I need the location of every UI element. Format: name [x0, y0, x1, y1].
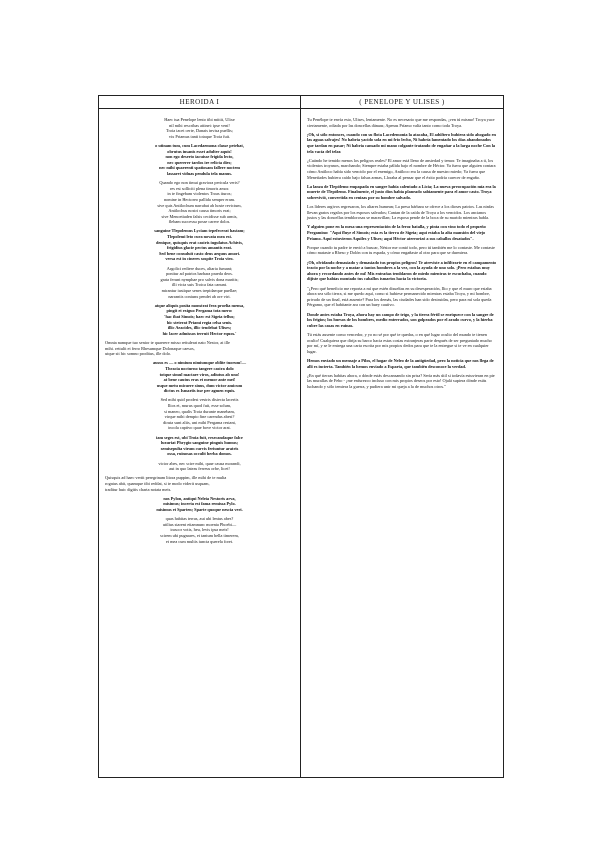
- latin-stanza: [105, 180, 294, 225]
- latin-verse-line: Sed bene consuluit casto deus aequus amori.: [158, 250, 241, 256]
- latin-verse-line: misimus; incerta est fama remissa Pylo.: [163, 501, 236, 507]
- latin-verse-line: diruta sunt aliis, uni mihi Pergama restant,: [163, 419, 236, 425]
- spanish-paragraph: Hemos enviado un mensaje a Pilos, el hogar de Neleo de la antigüedad, pero la noticia que nos llega de allí es incierta. También la hemos enviado a Esparta, que también desconoce la verdad.: [307, 357, 494, 369]
- latin-verse-line: sive quis Antilochum narrabat ab hoste revictum,: [157, 202, 242, 208]
- latin-verse-line: 'hac ibat Simois; haec est Sigeia tellus;: [164, 313, 235, 319]
- latin-verse-line: virque mihi dempto fine carendus abest?: [164, 414, 235, 420]
- latin-verse-line: grata ferunt nymphae pro salvis dona maritis;: [160, 276, 239, 282]
- latin-verse-line: Omnia namque tuo senior te quaerere misso rettulerat nato Nestor, at ille: [105, 339, 230, 345]
- latin-stanza: [105, 360, 294, 394]
- content-row: [99, 109, 504, 778]
- latin-stanza: [105, 266, 294, 300]
- latin-verse-line: utque sit hic somno proditus, ille dolo.: [105, 351, 172, 357]
- bilingual-table: [98, 95, 504, 778]
- latin-verse-line: et mea cum multis iuncta querela foret.: [165, 538, 234, 544]
- latin-stanza: [105, 516, 294, 544]
- latin-verse-line: hic lacer admissos terruit Hector equos.': [162, 330, 237, 336]
- latin-verse-line: Argolici rediere duces, altaria fumant;: [166, 265, 233, 271]
- spanish-paragraph: Donde antes estaba Troya, ahora hay un campo de trigo, y la tierra fértil se enriquece con la sangre de los frigios; los huesos de los hombres, medio enterrados, son golpeados por el arado curvo, y la hierba cubre las casas en ruinas.: [307, 311, 494, 328]
- latin-verse-line: traditur huic digitis charta notata meis.: [105, 486, 172, 492]
- latin-verse-line: pingit et exiguo Pergama tota mero:: [166, 308, 233, 314]
- spanish-paragraph: ¡Oh, olvidando demasiado y demasiado tus propios peligros! Te atreviste a infiltrarte en el campamento tracio por la noche y a matar a tantos hombres a la vez, con la ayuda de uno solo. ¡Pero estabas muy ahora y recordando antes de mí! Mis entrañas temblaron de miedo mientras te escuchaba, cuando dijiste que habías montado tus caballos ismarios hacia la victoria.: [307, 259, 497, 282]
- latin-verse-line: quas habitas terras, aut ubi lentus abes?: [165, 516, 234, 522]
- latin-verse-line: Thracia nocturno tangere castra dolo: [165, 365, 234, 371]
- latin-stanza: [105, 397, 294, 431]
- latin-stanza: [105, 117, 294, 139]
- latin-verse-line: Sed mihi quid prodest vestris disiecta lacertis: [160, 397, 239, 403]
- latin-verse-line: ausus es — o nimium nimiumque oblite tuorum!—: [153, 360, 246, 366]
- latin-verse-line: irascor votis, heu, levis ipsa meis!: [170, 527, 229, 533]
- latin-verse-line: rogatus abit, quamque tibi reddat, si te modo viderit usquam,: [105, 480, 210, 486]
- spanish-column-header: ( PENELOPE Y ULISES ): [301, 96, 504, 109]
- latin-verse-line: luxuriat Phrygio sanguine pinguis humus;: [160, 440, 239, 446]
- spanish-paragraph: Y alguien pone en la mesa una representación de la feroz batalla, y pinta con vino todo el pequeño Pergamino: "Aquí fluye el Simois; esta es la tierra de Sigeia; aquí estaba la alta mansión del viejo Príamo. Aquí estuvieron Aquiles y Ulises; aquí Héctor aterrorizó a sus caballos desatados".: [307, 224, 486, 241]
- latin-verse-line: flebam successu posse carere dolos.: [168, 219, 231, 225]
- spanish-paragraph: Tu Penélope te envía esto, Ulises, lentamente. No es necesario que me respondas, ¡ven tú mismo! Troya yace ciertamente, odiada por las doncellas dánaas; Apenas Príamo valía tanto como toda Troya.: [307, 117, 495, 128]
- latin-verse-line: Antilochus nostri causa timoris erat;: [168, 208, 231, 214]
- latin-verse-line: nos Pylon, antiqui Neleia Nestoris arva,: [163, 495, 236, 501]
- latin-verse-line: utilius starent etiamnunc moenia Phoebi—: [162, 521, 237, 527]
- latin-verse-line: frigidius glacie pectus amantis erat.: [166, 245, 233, 251]
- latin-verse-line: non ego deserto iacuisse frigida lecto,: [165, 154, 234, 160]
- spanish-paragraph: ¿Cuándo he temido menos los peligros reales? El amor está lleno de ansiedad y temor. Te imaginaba a ti, los violentos troyanos, marchando; Siempre estaba pálida bajo el nombre de Héctor. Ya fuera que alguien contara cómo Antíloco había sido vencido por el enemigo, Antíloco era la causa de nuestro miedo; Ya fuera que Menetíades hubiera caído bajo falsas armas, Lloraba al pensar que el éxito podría carecer de engaño.: [307, 157, 496, 180]
- latin-stanza: [105, 340, 294, 357]
- latin-verse-line: lassaret viduas pendula tela manus.: [167, 170, 232, 176]
- latin-stanza: [105, 496, 294, 513]
- latin-verse-line: mihi. rettulit et ferro Rhesumque Dolonaque caesos,: [105, 345, 195, 351]
- latin-stanza: [105, 475, 294, 492]
- latin-verse-line: obrutus insanis esset adulter aquis!: [167, 148, 232, 154]
- spanish-paragraph: La lanza de Tlepólemo empapada en sangre había calentado a Licia; La nueva preocupación mía era la muerte de Tlepólemo. Finalmente, el justo dios había planeado sabiamente para el amor casto. Troya sobrevivió, convertida en cenizas por su hombre salvado.: [307, 183, 496, 200]
- latin-verse-line: iam seges est, ubi Troia fuit, resecandaque falce: [156, 434, 243, 440]
- spanish-paragraph: Tú estás ausente como vencedor, y yo no sé por qué te quedas, o en qué lugar oculto del mundo te tienen oculto! Cualquiera que dirija su barco hacia estas costas extranjeras parte después de ser preguntado mucho por mí, y se le entrega una carta escrita por mis propios dedos para que te la entregue si te ve en cualquier lugar.: [307, 331, 492, 354]
- latin-verse-line: misimus et Sparten; Sparte quoque nescia veri.: [156, 506, 243, 512]
- spanish-paragraph: "¿Pero qué beneficio me reporta a mí que estén disueltas en su desesperación, Ilio y que el muro que estaba ahora sea sólo tierra, si me quedo aquí, como si hubiese permanecido mientras estaba Troya, y mi hombre, privado de un final, está ausente? Para los demás, las ciudades han sido destruidas, pero para mí sola queda Pérgamo, que el habitante ara con un buey cautivo.: [307, 285, 492, 308]
- latin-verse-line: nec mihi quaerenti spatiosam fallere noctem: [159, 165, 240, 171]
- latin-verse-line: denique, quisquis erat castris iugulatus Achivis,: [155, 239, 244, 245]
- latin-stanza: [105, 143, 294, 177]
- latin-verse-line: sive Menoetiaden falsis cecidisse sub armis,: [161, 213, 238, 219]
- spanish-paragraph: Porque cuando tu padre te envió a buscar, Néstor me contó todo, pero tú también me lo contaste. Me contaste cómo mataste a Rheso y Dolón con tu espada, y cómo engañaste al otro para que se durmiera.: [307, 244, 495, 256]
- latin-verse-line: narrantis coniunx pendet ab ore viri.: [168, 293, 231, 299]
- latin-verse-line: Troia iacet certe, Danais invisa puellis;: [166, 128, 233, 134]
- latin-stanza: [105, 303, 294, 337]
- latin-verse-line: dictus es Ismariis isse per agmen equis.: [163, 388, 236, 394]
- latin-verse-line: vix Priamus tanti totaque Troia fuit.: [168, 133, 231, 139]
- latin-verse-line: sanguine Tlepolemus Lyciam tepefecerat hastam;: [154, 228, 245, 234]
- latin-verse-line: semisepulta virum curvis feriuntur aratris: [160, 445, 239, 451]
- spanish-paragraph: ¡Oh, si sólo entonces, cuando con su flota Lacedemonia la atacaba, El adúltero hubiera sido ahogado en las aguas salvajes! No habría yacido sola en mi frío lecho, Ni habría lamentado los días abandonados que tardan en pasar; Ni habría cansado mi mano colgante tratando de engañar a la larga noche Con la tela vacía del telar.: [307, 131, 496, 154]
- latin-verse-line: Haec tua Penelope lento tibi mittit, Ulixe: [164, 117, 235, 122]
- latin-stanza: [105, 461, 294, 472]
- latin-verse-line: si maneo, qualis Troia durante manebam,: [164, 408, 235, 414]
- latin-verse-line: at bene cautus eras et memor ante mei!: [163, 377, 236, 383]
- header-row: [99, 96, 504, 109]
- latin-verse-line: Quando ego non timui graviora pericula veris?: [159, 180, 240, 186]
- latin-verse-line: nil mihi rescribas attinet: ipse veni!: [169, 122, 230, 128]
- latin-text-column: [99, 109, 301, 778]
- spanish-paragraph: Los líderes argivos regresaron, los altares humean; La presa bárbara se ofrece a los dioses patrios. Las ninfas llevan gratos regalos por los esposos salvados; Cantan de la caída de Troya a los vencidos. Los ancianos justos y las doncellas temblorosas se maravillan; La esposa pende de la boca de su marido mientras habla.: [307, 204, 494, 221]
- latin-verse-line: incola captivo quae bove victor arat.: [168, 425, 231, 431]
- spanish-text-column: [301, 109, 504, 778]
- latin-verse-line: scirem ubi pugnares, et tantum bella timerem,: [160, 532, 239, 538]
- latin-verse-line: totque simul mactare viros, adiutus ab uno!: [159, 371, 240, 377]
- latin-column-header: HEROIDA I: [99, 96, 301, 109]
- latin-verse-line: versa est in cineres sospite Troia viro.: [165, 256, 234, 262]
- spanish-paragraph: ¿En qué tierras habitas ahora, o dónde estás descansando sin prisa? Sería más útil si todavía estuvieran en pie las murallas de Febo - ¡me enfurezco incluso con mis propios deseos por esto! Ojalá supiera dónde estás luchando y sólo temiera la guerra, y pudiera unir mi queja a la de muchos otros.": [307, 372, 495, 389]
- latin-stanza: [105, 435, 294, 457]
- latin-verse-line: ossa, ruinosas occulit herba domos.: [167, 451, 232, 457]
- latin-verse-line: usque metu micuere sinus, dum victor amicum: [156, 382, 243, 388]
- latin-verse-line: mirantur iustique senes trepidaeque puellae;: [161, 288, 238, 293]
- latin-verse-line: nomine in Hectoreo pallida semper eram.: [163, 196, 236, 202]
- latin-verse-line: aut in quo lateas ferreus orbe, licet!: [169, 466, 230, 472]
- latin-verse-line: Ilios et, murus quod fuit, esse solum,: [167, 403, 232, 409]
- latin-stanza: [105, 228, 294, 262]
- latin-verse-line: ponitur ad patrios barbara praeda deos.: [166, 271, 233, 277]
- latin-verse-line: hic steterat Priami regia celsa senis.: [166, 319, 233, 325]
- latin-verse-line: o utinam tum, cum Lacedaemona classe petebat,: [155, 142, 244, 148]
- latin-verse-line: illi victa suis Troica fata canunt.: [171, 282, 228, 288]
- latin-verse-line: nec quererer tardos ire relicta dies;: [167, 159, 232, 165]
- latin-verse-line: atque aliquis posita monstrat fera proelia mensa,: [154, 302, 245, 308]
- latin-verse-line: in te fingebam violentos Troas ituros;: [167, 191, 232, 197]
- latin-verse-line: res est solliciti plena timoris amor.: [169, 185, 230, 191]
- latin-verse-line: Tlepolemi leto cura novata mea est.: [167, 234, 232, 240]
- latin-verse-line: victor abes, nec scire mihi, quae causa morandi,: [158, 460, 241, 466]
- latin-verse-line: illic Aeacides, illic tendebat Ulixes;: [167, 325, 232, 331]
- latin-verse-line: Quisquis ad haec vertit peregrinam litora puppim, ille mihi de te multa: [105, 475, 227, 481]
